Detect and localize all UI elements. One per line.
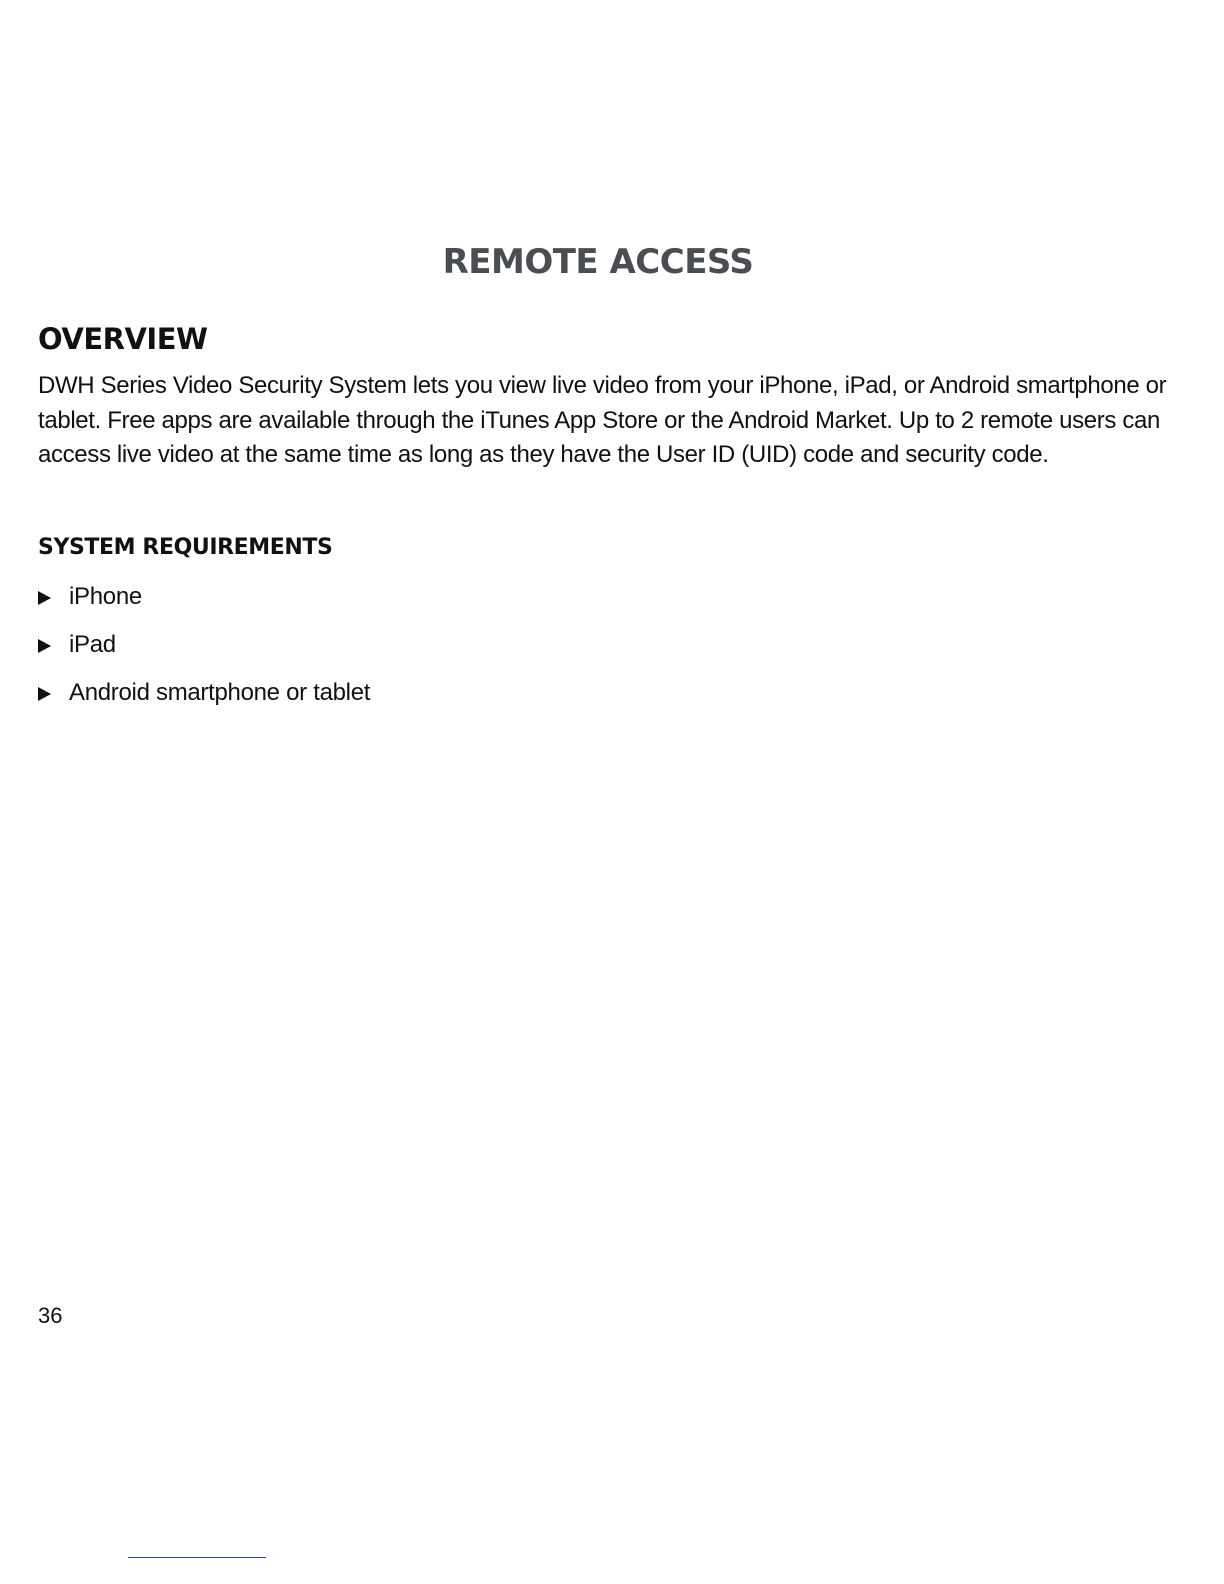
requirements-list (38, 573, 370, 717)
overview-paragraph: DWH Series Video Security System lets you view live video from your iPhone, iPad, or Android smartphone or tablet. Free apps are available through the iTunes App Store or the Android Market. Up to 2 remote users can access live video at the same time as long as they have the User ID (UID) code and security code. (38, 372, 1167, 468)
list-item (38, 573, 370, 621)
footer-divider (128, 1557, 266, 1558)
list-item-label: iPad (69, 631, 116, 658)
list-item (38, 621, 370, 669)
system-requirements-heading: SYSTEM REQUIREMENTS (38, 535, 333, 560)
page-number: 36 (38, 1303, 63, 1328)
list-item-label: Android smartphone or tablet (69, 679, 371, 706)
list-item (38, 669, 370, 717)
page-title: REMOTE ACCESS (442, 242, 754, 282)
list-item-label: iPhone (69, 583, 142, 610)
overview-heading: OVERVIEW (38, 322, 208, 356)
triangle-right-icon (38, 591, 51, 605)
triangle-right-icon (38, 687, 51, 701)
triangle-right-icon (38, 639, 51, 653)
